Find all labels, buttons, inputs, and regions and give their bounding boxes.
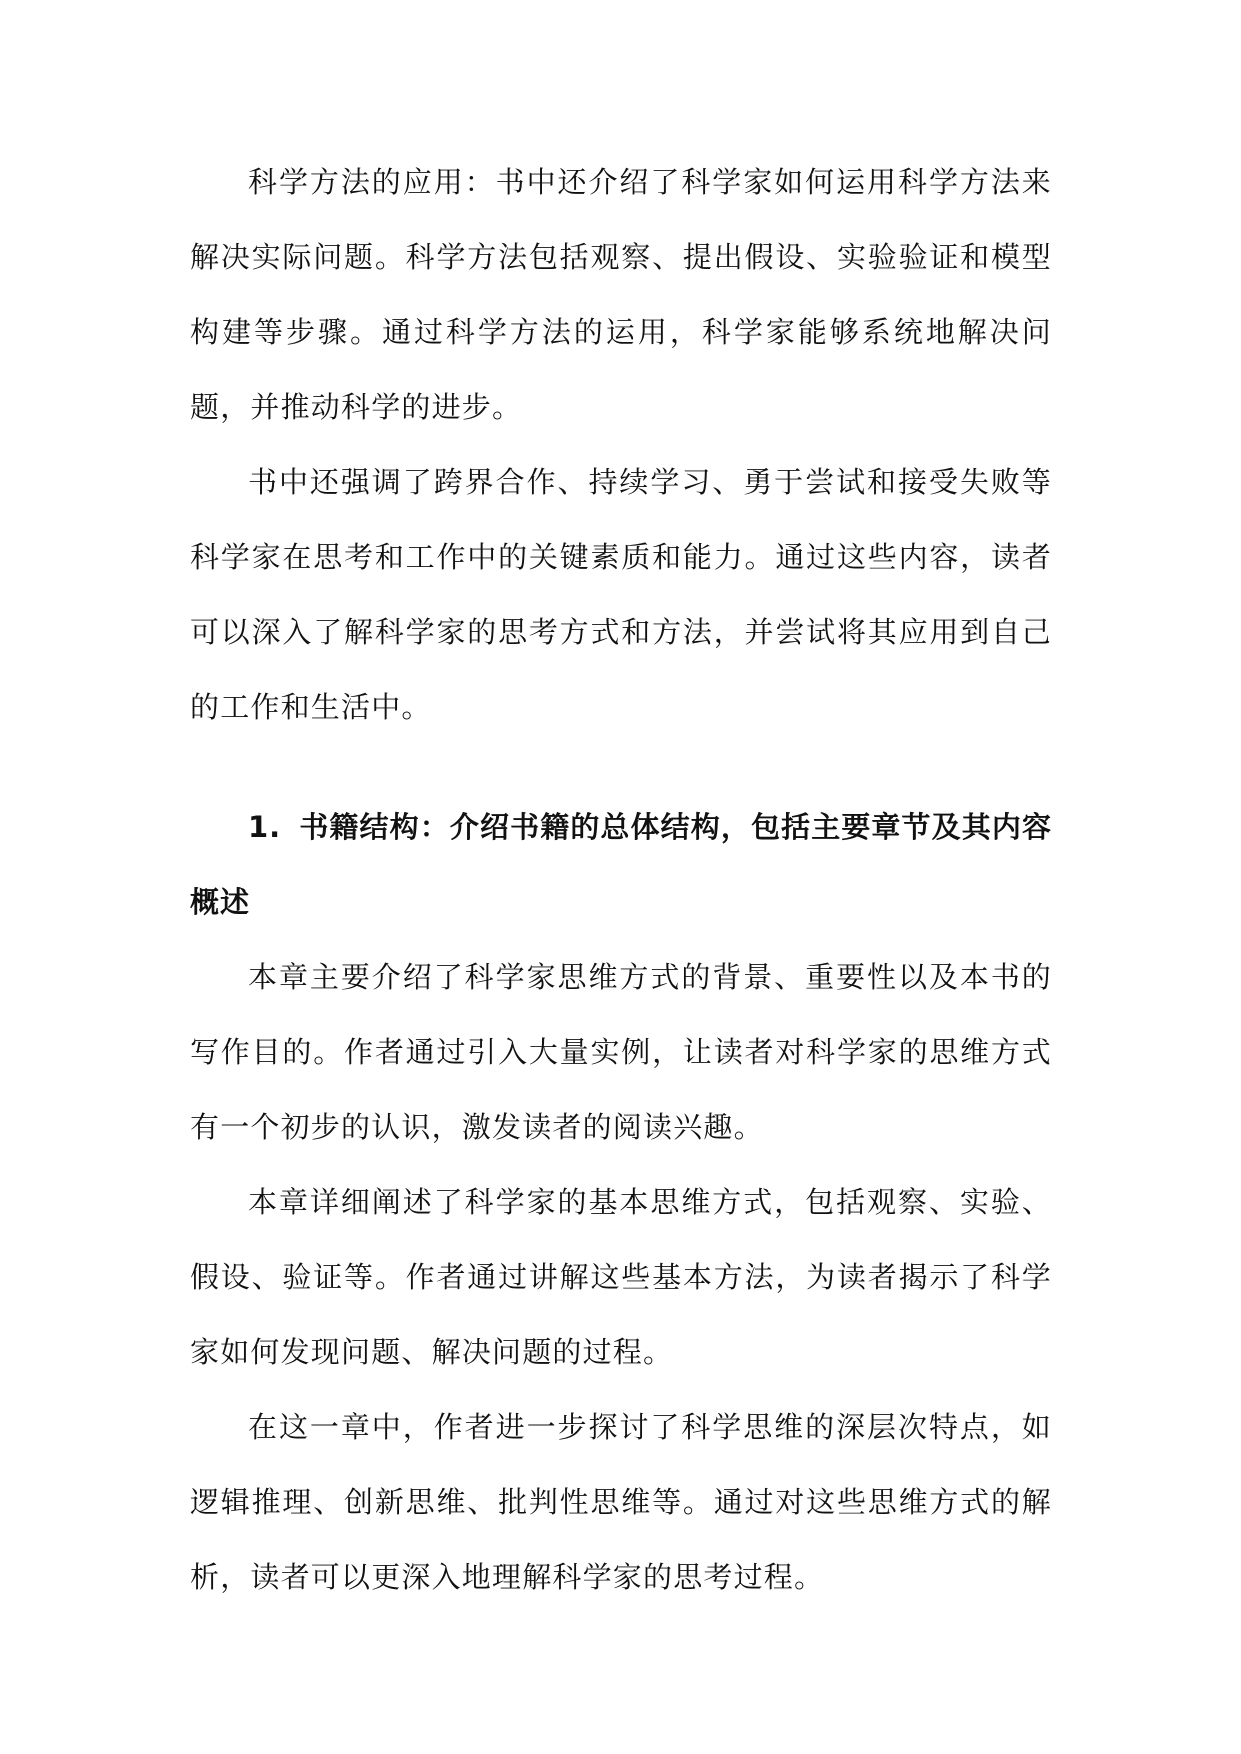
paragraph-basic-thinking: 本章详细阐述了科学家的基本思维方式，包括观察、实验、假设、验证等。作者通过讲解这些基本方法，为读者揭示了科学家如何发现问题、解决问题的过程。 bbox=[190, 1185, 1052, 1369]
paragraph-key-qualities: 书中还强调了跨界合作、持续学习、勇于尝试和接受失败等科学家在思考和工作中的关键素质和能力。通过这些内容，读者可以深入了解科学家的思考方式和方法，并尝试将其应用到自己的工作和生活中。 bbox=[190, 465, 1052, 724]
section-heading bbox=[190, 790, 1052, 940]
section-heading-text: 书籍结构：介绍书籍的总体结构，包括主要章节及其内容概述 bbox=[190, 810, 1052, 919]
paragraph-chapter-intro: 本章主要介绍了科学家思维方式的背景、重要性以及本书的写作目的。作者通过引入大量实例，让读者对科学家的思维方式有一个初步的认识，激发读者的阅读兴趣。 bbox=[190, 960, 1052, 1144]
paragraph-scientific-method: 科学方法的应用：书中还介绍了科学家如何运用科学方法来解决实际问题。科学方法包括观察、提出假设、实验验证和模型构建等步骤。通过科学方法的运用，科学家能够系统地解决问题，并推动科学的进步。 bbox=[190, 165, 1052, 424]
paragraph-deep-thinking: 在这一章中，作者进一步探讨了科学思维的深层次特点，如逻辑推理、创新思维、批判性思维等。通过对这些思维方式的解析，读者可以更深入地理解科学家的思考过程。 bbox=[190, 1410, 1052, 1594]
document-body bbox=[190, 145, 1052, 1615]
section-heading-number: 1. bbox=[248, 810, 282, 844]
